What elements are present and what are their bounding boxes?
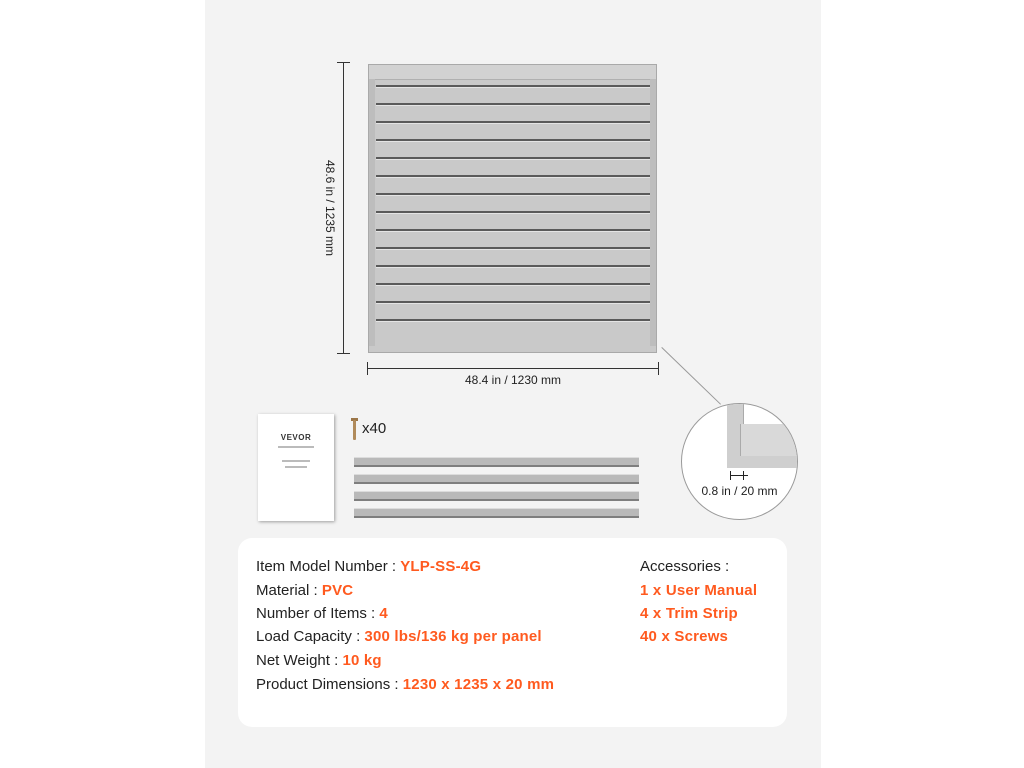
- screw-icon: [353, 420, 356, 440]
- thickness-dimension-label: 0.8 in / 20 mm: [701, 484, 778, 498]
- panel-slat: [376, 157, 650, 159]
- spec-model-value: YLP-SS-4G: [400, 558, 482, 575]
- accessory-item: 1 x User Manual: [640, 582, 758, 599]
- height-dimension-cap-top: [337, 62, 350, 63]
- thickness-tick-right: [743, 471, 744, 480]
- user-manual-image: [258, 414, 334, 521]
- trim-strip: [354, 491, 639, 501]
- spec-card: [238, 538, 787, 727]
- panel-slat: [376, 85, 650, 87]
- spec-material-value: PVC: [321, 582, 354, 599]
- panel-slat: [376, 319, 650, 321]
- height-dimension-cap-bottom: [337, 353, 350, 354]
- spec-weight: [256, 652, 382, 670]
- accessory-item: 40 x Screws: [640, 628, 729, 645]
- spec-dimensions: [256, 676, 554, 694]
- screw-count: x40: [362, 420, 387, 437]
- manual-brand-logo: VEVOR: [280, 433, 312, 442]
- zoom-panel-bottom: [727, 454, 798, 468]
- spec-dimensions-value: 1230 x 1235 x 20 mm: [402, 676, 555, 693]
- panel-slat: [376, 175, 650, 177]
- panel-left-edge: [369, 79, 375, 346]
- manual-text-line: [285, 466, 307, 468]
- accessory-item: 4 x Trim Strip: [640, 605, 738, 622]
- panel-slat: [376, 265, 650, 267]
- width-dimension-line: [367, 368, 659, 369]
- spec-material: [256, 582, 353, 600]
- manual-text-line: [282, 460, 310, 462]
- spec-weight-label: Net Weight :: [256, 652, 343, 669]
- panel-top-rail: [369, 65, 656, 80]
- spec-items-label: Number of Items :: [256, 605, 380, 622]
- spec-model-label: Item Model Number :: [256, 558, 401, 575]
- thickness-detail-zoom: [681, 403, 798, 520]
- trim-strip: [354, 508, 639, 518]
- panel-slat: [376, 211, 650, 213]
- slatwall-panel-image: [368, 64, 657, 353]
- height-dimension-label: 48.6 in / 1235 mm: [323, 159, 337, 257]
- accessories-heading: Accessories :: [640, 558, 730, 575]
- width-dimension-label: 48.4 in / 1230 mm: [464, 373, 562, 387]
- spec-material-label: Material :: [256, 582, 322, 599]
- panel-slat: [376, 247, 650, 249]
- panel-slat: [376, 121, 650, 123]
- panel-slat: [376, 283, 650, 285]
- trim-strip: [354, 457, 639, 467]
- spec-items-value: 4: [379, 605, 388, 622]
- panel-slat: [376, 103, 650, 105]
- spec-dimensions-label: Product Dimensions :: [256, 676, 403, 693]
- spec-model: [256, 558, 481, 576]
- zoom-panel-face: [740, 424, 798, 456]
- panel-right-edge: [650, 79, 656, 346]
- trim-strip: [354, 474, 639, 484]
- height-dimension-line: [343, 62, 344, 354]
- panel-slat: [376, 229, 650, 231]
- spec-load: [256, 628, 542, 646]
- spec-weight-value: 10 kg: [342, 652, 382, 669]
- manual-text-line: [278, 446, 314, 448]
- spec-load-label: Load Capacity :: [256, 628, 365, 645]
- panel-slat: [376, 193, 650, 195]
- thickness-dimension-line: [730, 475, 748, 476]
- panel-slat: [376, 301, 650, 303]
- spec-items: [256, 605, 388, 623]
- spec-load-value: 300 lbs/136 kg per panel: [364, 628, 542, 645]
- thickness-tick-left: [730, 471, 731, 480]
- panel-slat: [376, 139, 650, 141]
